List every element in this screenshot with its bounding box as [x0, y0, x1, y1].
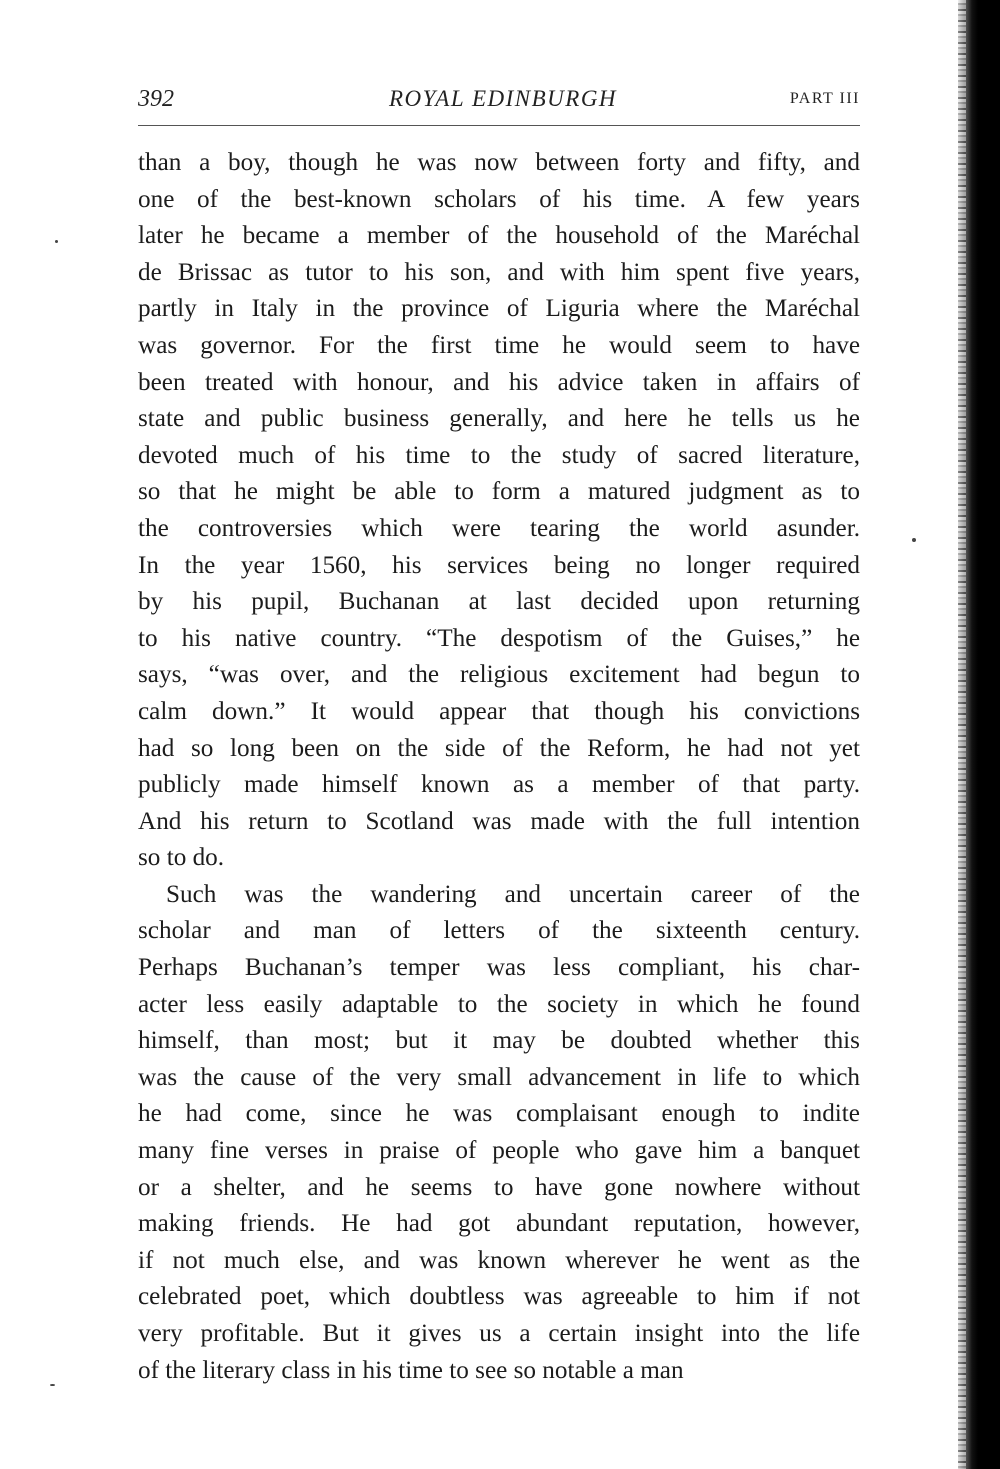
text-line: In the year 1560, his services being no longer required [138, 551, 860, 579]
paragraph [138, 145, 860, 877]
text-line: scholar and man of letters of the sixteenth century. [138, 917, 860, 945]
text-line: celebrated poet, which doubtless was agreeable to him if not [138, 1283, 860, 1311]
body-text [138, 145, 860, 1389]
text-line: to his native country. “The despotism of the Guises,” he [138, 624, 860, 652]
text-line: partly in Italy in the province of Liguria where the Maréchal [138, 295, 860, 323]
text-line: so to do. [138, 844, 225, 872]
text-line: says, “was over, and the religious excitement had begun to [138, 661, 860, 689]
text-line: himself, than most; but it may be doubted whether this [138, 1027, 860, 1055]
text-line: or a shelter, and he seems to have gone nowhere without [138, 1173, 860, 1201]
scan-speck [50, 1384, 55, 1386]
page-number: 392 [138, 86, 174, 112]
text-line: Perhaps Buchanan’s temper was less compliant, his char- [138, 954, 860, 982]
text-line: so that he might be able to form a matured judgment as to [138, 478, 860, 506]
paragraph [138, 877, 860, 1389]
text-line: very profitable. But it gives us a certain insight into the life [138, 1320, 860, 1347]
text-line: by his pupil, Buchanan at last decided upon returning [138, 588, 860, 616]
text-line: had so long been on the side of the Reform, he had not yet [138, 734, 860, 762]
text-line: And his return to Scotland was made with the full intention [138, 807, 860, 835]
text-line: devoted much of his time to the study of sacred literature, [138, 441, 860, 469]
binding-edge [958, 0, 1000, 1469]
text-line: was the cause of the very small advancement in life to which [138, 1063, 860, 1091]
text-line: publicly made himself known as a member of that party. [138, 771, 860, 799]
running-title: ROYAL EDINBURGH [388, 86, 618, 111]
text-line: acter less easily adaptable to the society in which he found [138, 990, 860, 1018]
text-line: state and public business generally, and here he tells us he [138, 405, 860, 433]
text-line: he had come, since he was complaisant enough to indite [138, 1100, 860, 1128]
text-line: was governor. For the first time he would seem to have [138, 331, 860, 359]
text-line: of the literary class in his time to see so notable a man [138, 1356, 684, 1384]
text-line: many fine verses in praise of people who gave him a banquet [138, 1137, 860, 1165]
scan-speck [912, 538, 916, 542]
text-line: one of the best-known scholars of his time. A few years [138, 185, 860, 213]
part-label: PART III [789, 90, 860, 107]
text-line: than a boy, though he was now between forty and fifty, and [138, 149, 860, 176]
scan-speck [55, 240, 58, 243]
text-line: been treated with honour, and his advice taken in affairs of [138, 368, 860, 396]
page-header [138, 84, 860, 120]
text-line: de Brissac as tutor to his son, and with him spent five years, [138, 258, 860, 286]
text-line: the controversies which were tearing the world asunder. [138, 514, 860, 542]
text-line: calm down.” It would appear that though his convictions [138, 697, 860, 725]
header-rule [138, 125, 860, 126]
text-line: making friends. He had got abundant reputation, however, [138, 1210, 860, 1238]
text-line: Such was the wandering and uncertain career of the [166, 880, 860, 908]
text-line: later he became a member of the household of the Maréchal [138, 222, 860, 250]
text-line: if not much else, and was known wherever he went as the [138, 1246, 860, 1274]
